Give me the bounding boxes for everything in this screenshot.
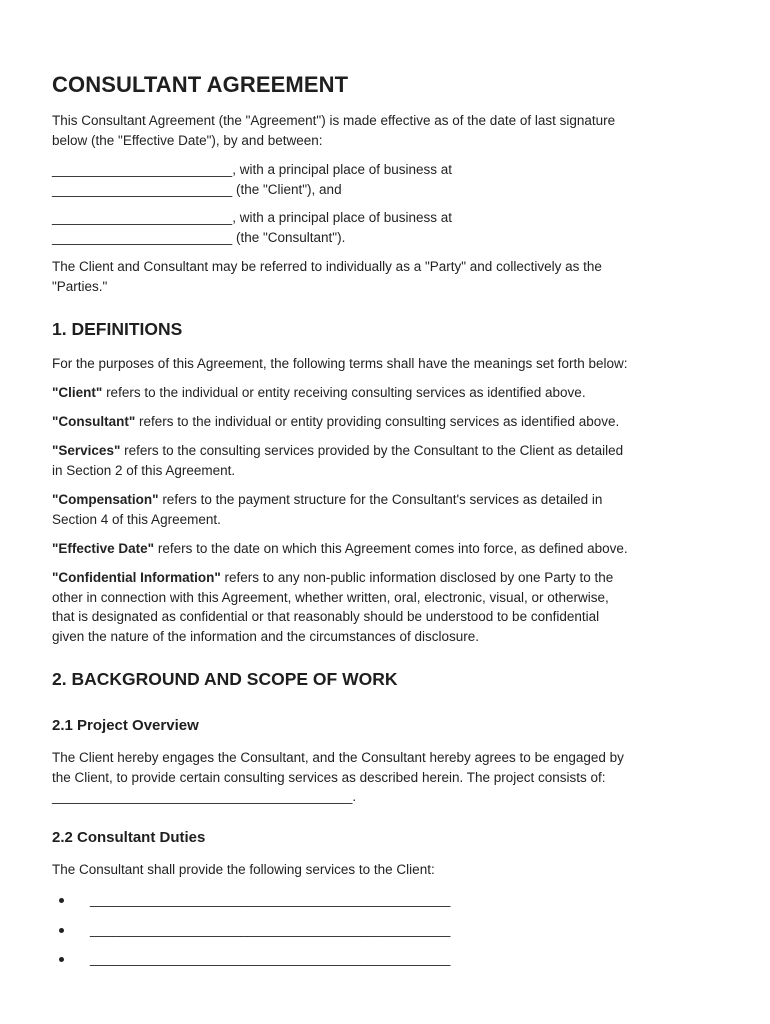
parties-line-2: "Parties." [52, 278, 108, 294]
project-description-blank: ________________________________________. [52, 789, 357, 804]
document-title: CONSULTANT AGREEMENT [52, 72, 349, 97]
client-party-block [52, 160, 722, 199]
consultant-party-block [52, 208, 722, 247]
consultant-line-2: ________________________ (the "Consultant"). [52, 229, 346, 245]
definition-services: "Services" refers to the consulting services provided by the Consultant to the Client as detailed in Section 2 of this Agreement. [52, 443, 624, 478]
project-overview-heading: 2.1 Project Overview [52, 717, 199, 734]
term-confidential-information: "Confidential Information" [52, 570, 221, 585]
term-consultant: "Consultant" [52, 414, 136, 429]
term-effective-date: "Effective Date" [52, 541, 155, 556]
definitions-intro: For the purposes of this Agreement, the following terms shall have the meanings set forth below: [52, 356, 628, 371]
consultant-duties-intro: The Consultant shall provide the following services to the Client: [52, 862, 435, 877]
term-services: "Services" [52, 443, 121, 458]
definitions-heading: 1. DEFINITIONS [52, 319, 183, 339]
intro-paragraph [52, 111, 722, 150]
consultant-line-1: ________________________, with a principal place of business at [52, 210, 453, 225]
client-line-1: ________________________, with a principal place of business at [52, 162, 453, 177]
parties-line-1: The Client and Consultant may be referred to individually as a "Party" and collectively as the [52, 259, 602, 274]
definition-confidential-information: "Confidential Information" refers to any non-public information disclosed by one Party to the other in connection with this Agreement, whether written, oral, electronic, visual, or otherwise, that is designated as confidential or that reasonably should be understood to be confidential given the nature of the information and the circumstances of disclosure. [52, 570, 614, 644]
parties-paragraph [52, 257, 722, 296]
definition-effective-date: "Effective Date" refers to the date on which this Agreement comes into force, as defined above. [52, 541, 628, 556]
definition-compensation: "Compensation" refers to the payment structure for the Consultant's services as detailed in Section 4 of this Agreement. [52, 492, 603, 527]
term-client: "Client" [52, 385, 103, 400]
definition-consultant: "Consultant" refers to the individual or entity providing consulting services as identified above. [52, 414, 620, 429]
bullet-icon [59, 957, 64, 962]
term-compensation: "Compensation" [52, 492, 159, 507]
background-heading: 2. BACKGROUND AND SCOPE OF WORK [52, 669, 398, 689]
project-overview-paragraph: The Client hereby engages the Consultant, and the Consultant hereby agrees to be engaged by the Client, to provide certain consulting services as described herein. The project consists of: ________________________________________. [52, 748, 722, 807]
intro-line-2: below (the "Effective Date"), by and between: [52, 132, 323, 148]
bullet-icon [59, 898, 64, 903]
bullet-icon [59, 928, 64, 933]
intro-line-1: This Consultant Agreement (the "Agreement") is made effective as of the date of last signature [52, 113, 616, 128]
consultant-duties-heading: 2.2 Consultant Duties [52, 829, 206, 846]
client-line-2: ________________________ (the "Client"), and [52, 181, 342, 197]
definition-client: "Client" refers to the individual or entity receiving consulting services as identified above. [52, 385, 586, 400]
